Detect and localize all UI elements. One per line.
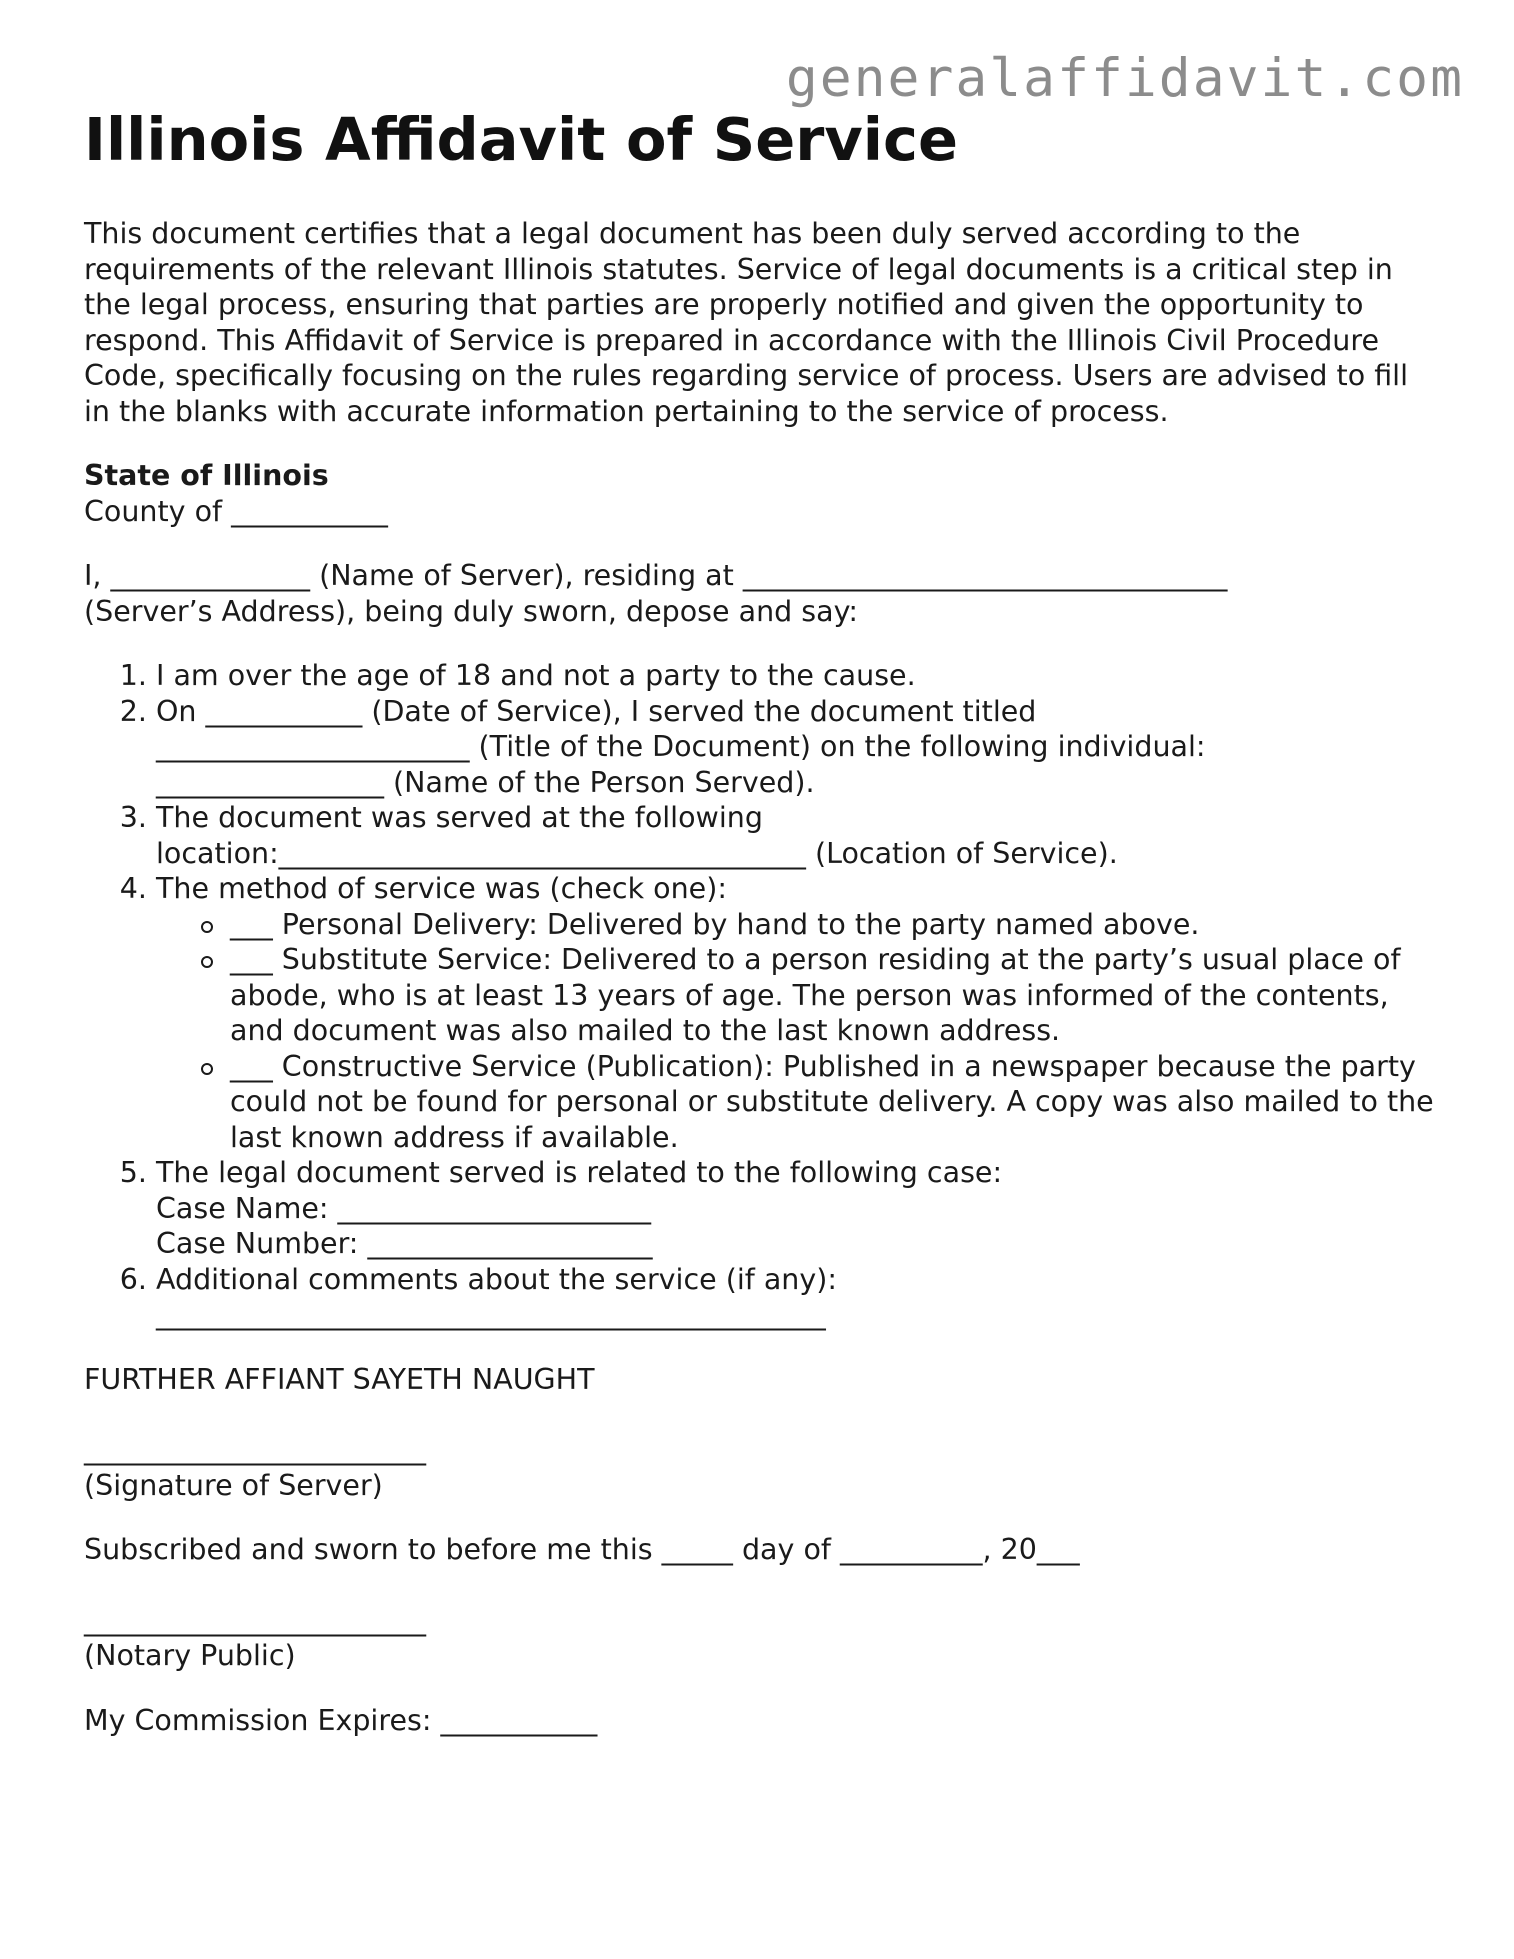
method-options [156,907,1444,1156]
item-case-text: 5. The legal document served is related to the following case: [156,1156,1003,1189]
list-item [156,871,1444,1155]
statement-list [84,658,1444,1333]
list-item [156,1155,1444,1262]
county-line: County of ___________ [84,494,388,528]
server-line-1: I, ______________ (Name of Server), residing at __________________________________ [84,559,1228,592]
item-location-line-1: 3. The document was served at the following [156,801,763,834]
further-affiant: FURTHER AFFIANT SAYETH NAUGHT [84,1362,595,1396]
item-age-text: I am over the age of 18 and not a party to the cause. [156,659,916,692]
item-date-line: 2. On ___________ (Date of Service), I served the document titled [156,694,1037,728]
commission-expiry: My Commission Expires: ___________ [84,1703,598,1737]
intro-paragraph: This document certifies that a legal document has been duly served according to the requirements of the relevant Illinois statutes. Service of legal documents is a critical step in the legal process, ensuring that parties are properly notified and given the opportunity to respond. This Affidavit of Service is prepared in accordance with the Illinois Civil Procedure Code, specifically focusing on the rules regarding service of process. Users are advised to fill in the blanks with accurate information pertaining to the service of process. [84,217,1408,428]
signature-block [84,1432,1444,1503]
list-item [156,800,1444,871]
notary-block [84,1603,1444,1674]
case-number-line: Case Number: ____________________ [156,1227,653,1260]
case-name-line: Case Name: ______________________ [156,1191,652,1225]
list-item [156,1262,1444,1333]
item-location-line-2: location:_____________________________________ (Location of Service). [156,836,1118,870]
item-person-line: ________________ (Name of the Person Served). [156,765,815,799]
method-constructive-service: ___ Constructive Service (Publication): Published in a newspaper because the party could not be found for personal or substitute delivery. A copy was also mailed to the last known address if available. [230,1049,1444,1156]
list-item [156,694,1444,801]
signature-blank: ________________________ [84,1433,426,1466]
page-title: Illinois Affidavit of Service [84,105,958,174]
comments-blank: _______________________________________________ [156,1298,826,1331]
document-body [84,100,1444,1738]
notary-label: (Notary Public) [84,1639,296,1672]
list-item [156,658,1444,694]
notary-blank: ________________________ [84,1603,426,1637]
venue-block [84,458,1444,529]
item-title-line: ______________________ (Title of the Document) on the following individual: [156,730,1206,763]
state-heading: State of Illinois [84,459,329,492]
method-substitute-service: ___ Substitute Service: Delivered to a person residing at the party’s usual place of abode, who is at least 13 years of age. The person was informed of the contents, and document was also mailed to the last known address. [230,942,1444,1049]
server-statement [84,558,1444,629]
signature-label: (Signature of Server) [84,1468,383,1502]
sworn-statement: Subscribed and sworn to before me this _____ day of __________, 20___ [84,1533,1080,1566]
server-line-2: (Server’s Address), being duly sworn, depose and say: [84,594,859,628]
item-method-text: 4. The method of service was (check one): [156,872,727,905]
method-personal-delivery: ___ Personal Delivery: Delivered by hand to the party named above. [230,907,1444,943]
watermark: generalaffidavit.com [785,48,1464,109]
item-comments-text: 6. Additional comments about the service (if any): [156,1262,837,1296]
